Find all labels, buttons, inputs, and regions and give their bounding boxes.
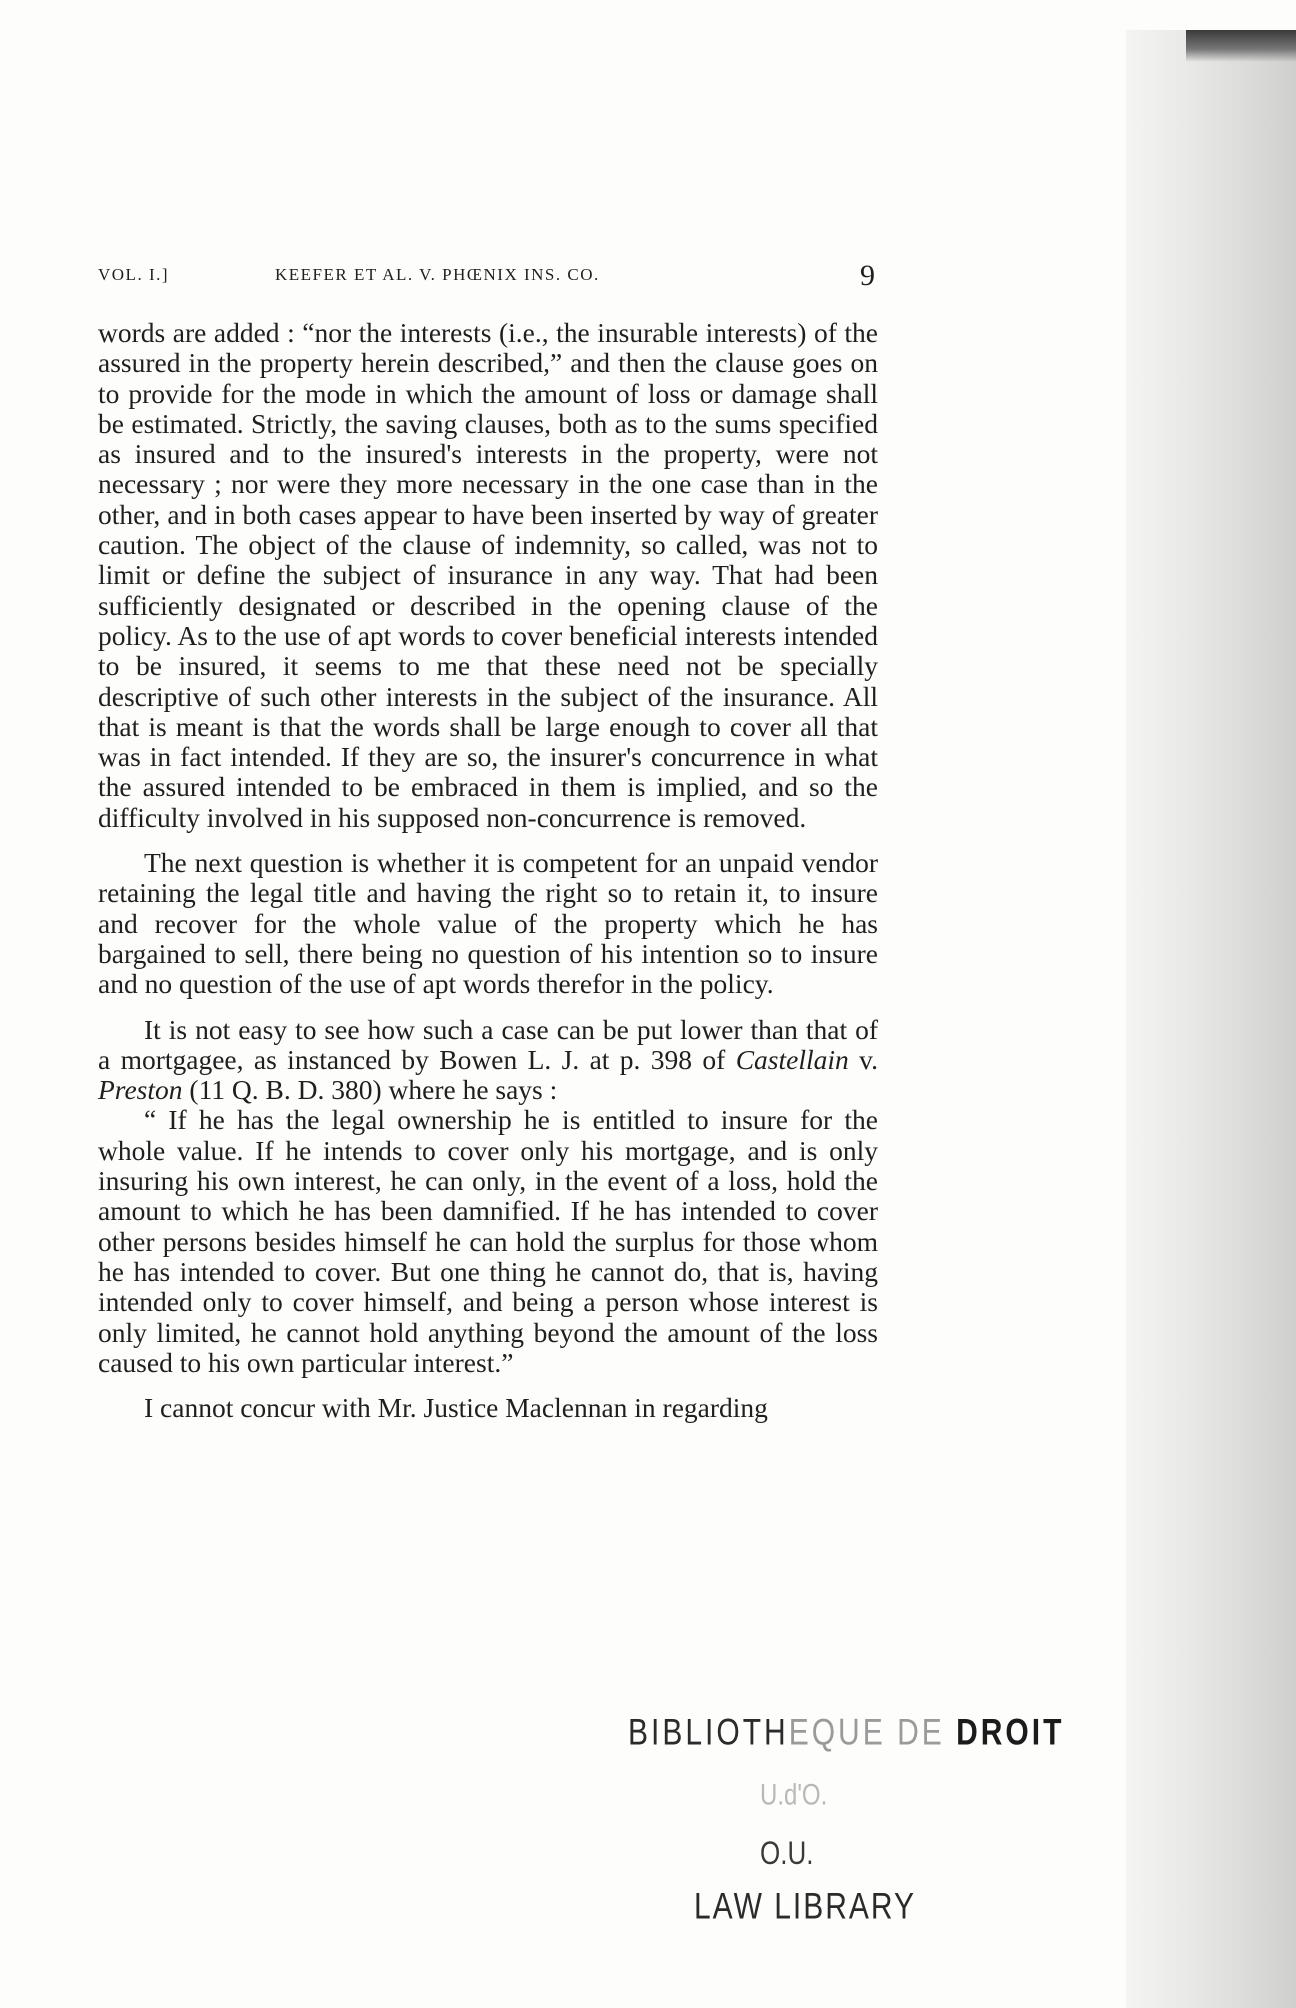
book-edge-shadow [1186,30,1296,62]
stamp-text-de: DE [885,1712,957,1754]
paragraph-2: The next question is whether it is competent for an unpaid vendor retaining the legal title and having the right so to retain it, to insure and recover for the whole value of the property which he has bargained to sell, there being no question of his intention so to insure and no question of the use of apt words therefor in the policy. [98,847,878,1000]
library-stamp-line-3: O.U. [760,1834,814,1872]
paragraph-3-versus: v. [848,1043,878,1075]
stamp-text-droit: DROIT [956,1712,1065,1754]
paragraph-3-text-b: (11 Q. B. D. 380) where he says : [182,1074,558,1106]
paragraph-5: I cannot concur with Mr. Justice Maclennan in regarding [144,1392,768,1424]
library-stamp-line-4: LAW LIBRARY [694,1886,917,1928]
stamp-text-eque: EQUE [788,1712,886,1754]
body-text [98,318,878,1423]
case-name-castellain: Castellain [735,1043,849,1075]
page-number: 9 [860,259,875,292]
library-stamp-line-1 [628,1712,1064,1755]
volume-label: VOL. I.] [98,265,170,284]
paragraph-3-text-a: It is not easy to see how such a case can be put lower than that of a mortgagee, as instanced by Bowen L. J. at p. 398 of [98,1013,878,1075]
paragraph-1: words are added : “nor the interests (i.e., the insurable interests) of the assured in the property herein described,” and then the clause goes on to provide for the mode in which the amount of loss or damage shall be estimated. Strictly, the saving clauses, both as to the sums specified as insured and to the insured's interests in the property, were not necessary ; nor were they more necessary in the one case than in the other, and in both cases appear to have been inserted by way of greater caution. The object of the clause of indemnity, so called, was not to limit or define the subject of insurance in any way. That had been sufficiently designated or described in the opening clause of the policy. As to the use of apt words to cover beneficial interests intended to be insured, it seems to me that these need not be specially descriptive of such other interests in the subject of the insurance. All that is meant is that the words shall be large enough to cover all that was in fact intended. If they are so, the insurer's concurrence in what the assured intended to be embraced in them is implied, and so the difficulty involved in his supposed non-concurrence is removed. [98,317,878,833]
library-stamp-line-2: U.d'O. [760,1778,828,1812]
stamp-text-biblioth: BIBLIOTH [628,1712,789,1754]
running-title: KEEFER ET AL. V. PHŒNIX INS. CO. [275,265,600,284]
paragraph-3 [98,1015,878,1106]
quotation-paragraph: “ If he has the legal ownership he is entitled to insure for the whole value. If he intends to cover only his mortgage, and is only insuring his own interest, he can only, in the event of a loss, hold the amount to which he has been damnified. If he has intended to cover other persons besides himself he can hold the surplus for those whom he has intended to cover. But one thing he cannot do, that is, having intended only to cover himself, and being a person whose interest is only limited, he cannot hold anything beyond the amount of the loss caused to his own particular interest.” [98,1104,878,1378]
case-name-preston: Preston [98,1074,183,1106]
running-header [98,259,878,293]
book-page-edge [1126,30,1296,2008]
